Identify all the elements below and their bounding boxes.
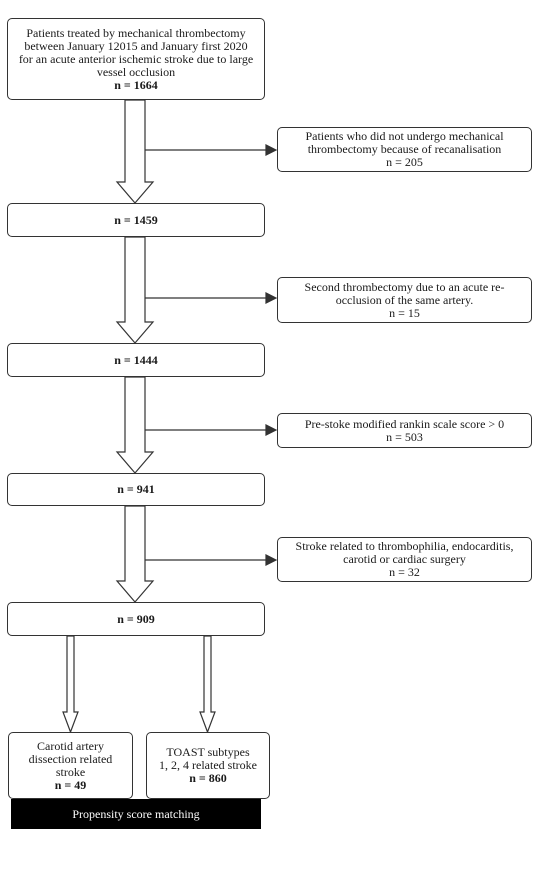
exclusion-3-line-1: Pre-stoke modified rankin scale score > 0 — [304, 416, 505, 431]
carotid-line-3: stroke — [55, 764, 86, 779]
box-start — [7, 18, 265, 100]
box-909-count: n = 909 — [117, 611, 155, 626]
box-exclusion-thrombophilia — [277, 537, 532, 582]
arrow-down-1 — [117, 100, 153, 203]
propensity-score-matching-band — [11, 799, 261, 829]
box-toast-subtypes — [146, 732, 270, 799]
box-exclusion-rankin — [277, 413, 532, 448]
box-start-line-2: between January 12015 and January first 2020 — [24, 38, 248, 53]
branch-arrowhead-1 — [266, 145, 276, 155]
toast-line-2: 1, 2, 4 related stroke — [159, 758, 257, 772]
arrow-to-carotid — [63, 636, 78, 732]
box-941 — [7, 473, 265, 506]
box-909 — [7, 602, 265, 636]
arrow-down-3 — [117, 377, 153, 473]
branch-arrowhead-3 — [266, 425, 276, 435]
box-1444-count: n = 1444 — [114, 352, 158, 367]
box-1459 — [7, 203, 265, 237]
toast-count: n = 860 — [189, 771, 227, 785]
branch-arrowhead-2 — [266, 293, 276, 303]
exclusion-1-line-2: thrombectomy because of recanalisation — [307, 142, 502, 156]
arrow-down-2 — [117, 237, 153, 343]
exclusion-4-line-2: carotid or cardiac surgery — [343, 552, 466, 566]
exclusion-4-line-1: Stroke related to thrombophilia, endocarditis, — [295, 539, 514, 553]
propensity-label: Propensity score matching — [72, 806, 200, 821]
box-941-count: n = 941 — [117, 482, 155, 496]
box-start-line-3: for an acute anterior ischemic stroke due to large — [18, 51, 254, 66]
box-start-line-4: vessel occlusion — [96, 64, 176, 79]
carotid-line-2: dissection related — [28, 751, 113, 766]
box-1444 — [7, 343, 265, 377]
arrow-down-4 — [117, 506, 153, 602]
carotid-line-1: Carotid artery — [37, 738, 104, 753]
box-start-count: n = 1664 — [114, 77, 158, 92]
exclusion-3-count: n = 503 — [386, 429, 423, 444]
exclusion-4-count: n = 32 — [389, 565, 420, 579]
exclusion-2-line-1: Second thrombectomy due to an acute re- — [304, 279, 505, 294]
box-exclusion-second-thrombectomy — [277, 277, 532, 323]
box-carotid-dissection — [8, 732, 133, 799]
box-start-line-1: Patients treated by mechanical thrombectomy — [26, 25, 246, 40]
exclusion-1-line-1: Patients who did not undergo mechanical — [305, 129, 504, 143]
box-exclusion-recanalisation — [277, 127, 532, 172]
branch-arrowhead-4 — [266, 555, 276, 565]
exclusion-1-count: n = 205 — [386, 155, 423, 169]
arrow-to-toast — [200, 636, 215, 732]
toast-line-1: TOAST subtypes — [166, 745, 250, 759]
exclusion-2-line-2: occlusion of the same artery. — [335, 292, 474, 307]
carotid-count: n = 49 — [54, 777, 87, 792]
box-1459-count: n = 1459 — [114, 212, 158, 227]
exclusion-2-count: n = 15 — [389, 305, 420, 320]
